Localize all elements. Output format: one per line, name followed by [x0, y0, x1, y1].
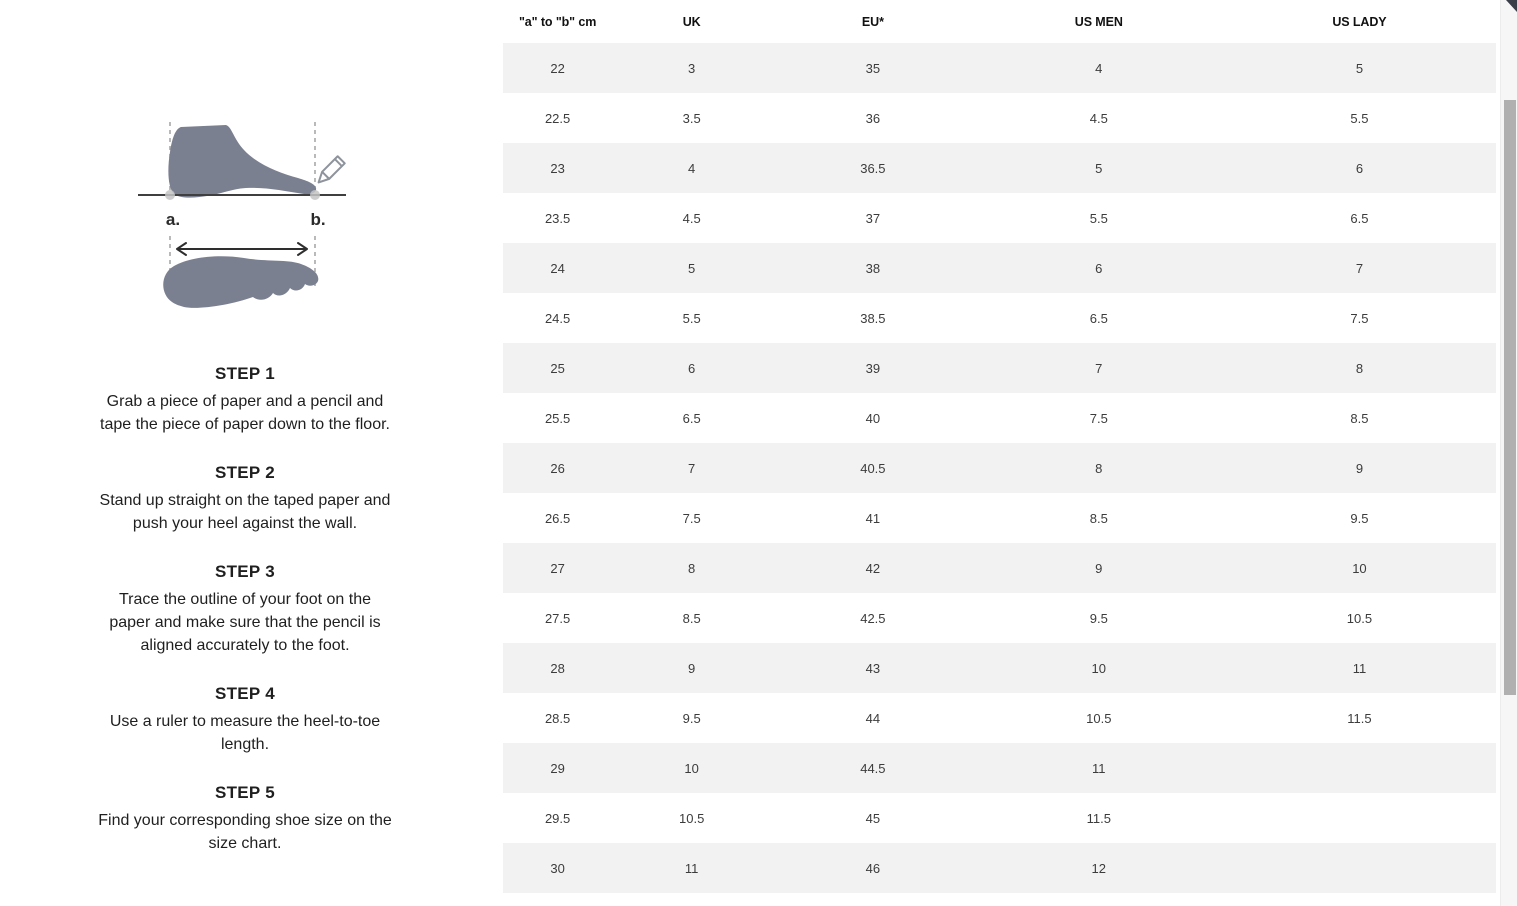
- header-eu: EU*: [861, 14, 884, 29]
- size-cell: 44: [865, 710, 881, 726]
- size-chart-table: [503, 0, 1496, 893]
- size-cell: 6: [688, 360, 696, 376]
- size-cell: 9.5: [1089, 610, 1108, 626]
- size-cell: 3: [688, 60, 696, 76]
- label-a: a.: [165, 210, 181, 229]
- size-cell: 5: [1095, 160, 1103, 176]
- size-cell: 10.5: [1346, 610, 1373, 626]
- size-cell: 26: [550, 460, 565, 476]
- table-row: [503, 343, 1496, 393]
- size-cell: 6: [1095, 260, 1103, 276]
- size-cell: 26.5: [544, 510, 571, 526]
- step-2: [92, 463, 398, 535]
- table-row: [503, 493, 1496, 543]
- step-2-title: STEP 2: [214, 463, 276, 482]
- step-1: [92, 364, 398, 436]
- table-row: [503, 443, 1496, 493]
- size-cell: 10: [684, 760, 699, 776]
- size-cell: 6.5: [682, 410, 701, 426]
- size-cell: 5.5: [1089, 210, 1108, 226]
- size-cell: 8.5: [682, 610, 701, 626]
- length-arrow-icon: [177, 243, 307, 255]
- size-cell: 11.5: [1347, 710, 1372, 726]
- size-cell: 8: [1355, 360, 1364, 376]
- foot-measurement-illustration: [128, 112, 368, 334]
- measure-instructions-panel: [0, 0, 503, 906]
- table-row: [503, 843, 1496, 893]
- table-row: [503, 793, 1496, 843]
- size-cell: 38: [865, 260, 881, 276]
- header-cm: "a" to "b" cm: [518, 14, 597, 29]
- size-cell: 11: [1352, 660, 1367, 676]
- size-cell: 5.5: [682, 310, 701, 326]
- step-4-title: STEP 4: [214, 684, 276, 703]
- step-4-body: Use a ruler to measure the heel-to-toe length.: [109, 713, 381, 753]
- step-5-title: STEP 5: [214, 783, 276, 802]
- size-cell: 9.5: [682, 710, 701, 726]
- size-cell: 35: [865, 60, 881, 76]
- label-b: b.: [310, 210, 326, 229]
- size-cell: 11: [684, 860, 699, 876]
- size-cell: 22: [550, 60, 565, 76]
- header-uk: UK: [682, 14, 701, 29]
- size-cell: 7.5: [1089, 410, 1108, 426]
- size-cell: 44.5: [860, 760, 886, 776]
- size-cell: 12: [1091, 860, 1107, 876]
- size-cell: 38.5: [860, 310, 886, 326]
- size-cell: 7.5: [682, 510, 701, 526]
- scrollbar-thumb[interactable]: [1504, 100, 1516, 695]
- size-cell: 7.5: [1350, 310, 1369, 326]
- size-cell: 29: [550, 760, 565, 776]
- size-cell: 42.5: [860, 610, 886, 626]
- size-cell: 9: [1355, 460, 1364, 476]
- size-table-header-row: [503, 0, 1496, 43]
- size-cell: 8: [1095, 460, 1103, 476]
- size-cell: 22.5: [544, 110, 571, 126]
- table-row: [503, 693, 1496, 743]
- size-cell: 11.5: [1086, 810, 1111, 826]
- table-row: [503, 643, 1496, 693]
- table-row: [503, 43, 1496, 93]
- size-cell: 10: [1352, 560, 1367, 576]
- size-cell: 25.5: [544, 410, 571, 426]
- size-cell: 5: [688, 260, 696, 276]
- size-cell: 23: [550, 160, 565, 176]
- size-cell: 36: [865, 110, 881, 126]
- size-cell: 27.5: [544, 610, 571, 626]
- size-cell: 30: [550, 860, 565, 876]
- size-cell: 36.5: [860, 160, 886, 176]
- size-cell: 42: [865, 560, 881, 576]
- size-cell: 7: [1095, 360, 1103, 376]
- header-us-men: US MEN: [1074, 14, 1123, 29]
- footprint-silhouette: [163, 256, 318, 308]
- table-row: [503, 193, 1496, 243]
- size-cell: 43: [865, 660, 881, 676]
- size-cell: 8.5: [1089, 510, 1108, 526]
- size-cell: 46: [865, 860, 881, 876]
- size-cell: 41: [865, 510, 881, 526]
- vertical-scrollbar[interactable]: [1500, 0, 1517, 906]
- pencil-icon: [315, 156, 345, 186]
- size-cell: 4: [688, 160, 696, 176]
- table-row: [503, 393, 1496, 443]
- step-5-body: Find your corresponding shoe size on the size chart.: [98, 812, 392, 852]
- size-cell: 10: [1091, 660, 1107, 676]
- size-cell: 8.5: [1350, 410, 1369, 426]
- step-1-title: STEP 1: [214, 364, 276, 383]
- step-5: [92, 783, 398, 855]
- step-3-title: STEP 3: [214, 562, 276, 581]
- size-cell: 29.5: [544, 810, 571, 826]
- size-cell: 27: [550, 560, 565, 576]
- table-row: [503, 543, 1496, 593]
- size-cell: 40.5: [860, 460, 886, 476]
- size-cell: 10.5: [1086, 710, 1112, 726]
- size-cell: 9: [1095, 560, 1103, 576]
- heel-dot: [165, 190, 175, 200]
- size-cell: 7: [688, 460, 696, 476]
- size-cell: 4: [1095, 60, 1103, 76]
- size-cell: 4.5: [1089, 110, 1108, 126]
- size-cell: 6.5: [1350, 210, 1369, 226]
- size-cell: 39: [865, 360, 881, 376]
- table-row: [503, 293, 1496, 343]
- step-4: [92, 684, 398, 756]
- size-cell: 45: [865, 810, 881, 826]
- size-cell: 10.5: [679, 810, 705, 826]
- size-cell: 3.5: [682, 110, 701, 126]
- size-cell: 28: [550, 660, 565, 676]
- steps-list: [92, 364, 398, 855]
- size-cell: 9: [688, 660, 696, 676]
- size-cell: 24: [550, 260, 565, 276]
- table-row: [503, 143, 1496, 193]
- step-3: [92, 562, 398, 657]
- size-cell: 7: [1355, 260, 1364, 276]
- table-row: [503, 243, 1496, 293]
- size-cell: 23.5: [544, 210, 571, 226]
- step-1-body: Grab a piece of paper and a pencil and tape the piece of paper down to the floor.: [100, 393, 390, 433]
- size-cell: 37: [865, 210, 881, 226]
- table-row: [503, 93, 1496, 143]
- size-cell: 24.5: [544, 310, 571, 326]
- size-cell: 5: [1355, 60, 1364, 76]
- size-cell: 6: [1355, 160, 1364, 176]
- size-cell: 4.5: [682, 210, 701, 226]
- size-cell: 6.5: [1089, 310, 1108, 326]
- size-cell: 28.5: [544, 710, 571, 726]
- table-row: [503, 593, 1496, 643]
- side-foot-silhouette: [168, 125, 316, 198]
- table-row: [503, 743, 1496, 793]
- size-cell: 11: [1092, 760, 1106, 776]
- step-3-body: Trace the outline of your foot on the paper and make sure that the pencil is aligned accurately to the foot.: [109, 591, 381, 654]
- size-cell: 5.5: [1350, 110, 1369, 126]
- toe-dot: [310, 190, 320, 200]
- size-cell: 25: [550, 360, 565, 376]
- size-cell: 8: [688, 560, 696, 576]
- size-cell: 9.5: [1350, 510, 1369, 526]
- step-2-body: Stand up straight on the taped paper and push your heel against the wall.: [99, 492, 391, 532]
- size-table-body: [503, 43, 1496, 893]
- size-cell: 40: [865, 410, 881, 426]
- header-us-lady: US LADY: [1332, 14, 1387, 29]
